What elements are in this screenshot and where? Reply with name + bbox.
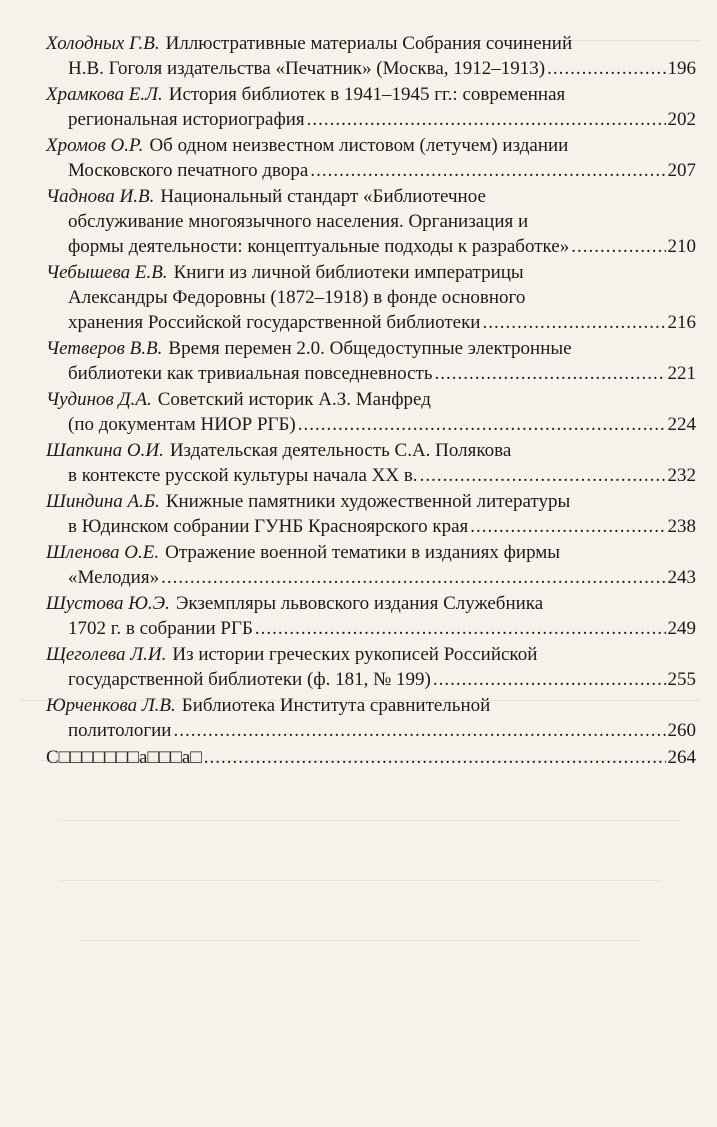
leader-dots [307,107,666,132]
entry-title-line: Экземпляры львовского издания Служебника [175,593,544,614]
entry-page-number: 238 [667,516,696,537]
toc-entry [46,336,696,386]
entry-title-line: в контексте русской культуры начала XX в. [68,465,418,486]
toc-entry [46,82,696,132]
entry-title-line: Из истории греческих рукописей Российской [172,644,538,665]
leader-dots [547,56,665,81]
entry-title-line: Иллюстративные материалы Собрания сочинений [165,33,573,54]
entry-title-line: 1702 г. в собрании РГБ [68,618,253,639]
entry-author: Храмкова Е.Л. [46,84,163,105]
toc-entry [46,260,696,335]
entry-author: Щеголева Л.И. [46,644,167,665]
final-entry-page-number: 264 [667,747,696,768]
entry-title-line: Александры Федоровны (1872–1918) в фонде основного [68,287,526,308]
entry-page-number: 249 [667,618,696,639]
leader-dots [310,158,665,183]
entry-page-number: 232 [667,465,696,486]
entry-title-line: Время перемен 2.0. Общедоступные электронные [168,338,572,359]
entry-page-number: 224 [667,414,696,435]
entry-author: Шустова Ю.Э. [46,593,170,614]
leader-dots [482,310,665,335]
leader-dots [571,234,665,259]
entry-title-line: Книжные памятники художественной литературы [165,491,571,512]
entry-author: Чаднова И.В. [46,186,155,207]
entry-title-line: государственной библиотеки (ф. 181, № 199) [68,669,431,690]
toc-entry [46,31,696,81]
entry-author: Четверов В.В. [46,338,163,359]
entry-title-line: политологии [68,720,172,741]
entry-page-number: 216 [667,312,696,333]
leader-dots [433,667,666,692]
entry-title-line: Издательская деятельность С.А. Полякова [169,440,512,461]
entry-title-line: Московского печатного двора [68,160,309,181]
entry-title-line: Национальный стандарт «Библиотечное [160,186,486,207]
toc-entry [46,133,696,183]
entry-page-number: 207 [667,160,696,181]
entry-page-number: 202 [667,109,696,130]
toc-entry [46,438,696,488]
entry-title-line: История библиотек в 1941–1945 гг.: современная [168,84,566,105]
entry-page-number: 255 [667,669,696,690]
entry-title-line: хранения Российской государственной библиотеки [68,312,481,333]
entry-page-number: 221 [667,363,696,384]
entry-title-line: (по документам НИОР РГБ) [68,414,296,435]
entry-author: Шленова О.Е. [46,542,160,563]
leader-dots [435,361,666,386]
entry-author: Холодных Г.В. [46,33,160,54]
leader-dots [161,565,665,590]
entry-author: Юрченкова Л.В. [46,695,176,716]
entry-title-line: Отражение военной тематики в изданиях фирмы [165,542,561,563]
toc-entry [46,184,696,259]
entry-author: Шиндина А.Б. [46,491,160,512]
leader-dots [298,412,666,437]
toc-entry-final [46,745,696,770]
leader-dots [470,514,665,539]
entry-title-line: «Мелодия» [68,567,160,588]
final-entry-title: С□□□□□□□а□□□а□ [46,747,202,768]
toc-entry [46,591,696,641]
entry-page-number: 210 [667,236,696,257]
entry-title-line: в Юдинском собрании ГУНБ Красноярского края [68,516,469,537]
entry-title-line: Н.В. Гоголя издательства «Печатник» (Москва, 1912–1913) [68,58,546,79]
entry-page-number: 260 [667,720,696,741]
entry-title-line: Об одном неизвестном листовом (летучем) издании [149,135,569,156]
toc-entry [46,387,696,437]
entry-title-line: формы деятельности: концептуальные подходы к разработке» [68,236,570,257]
toc-entry [46,693,696,743]
entry-author: Хромов О.Р. [46,135,144,156]
toc-entry [46,642,696,692]
entry-title-line: Библиотека Института сравнительной [181,695,491,716]
toc-entry [46,489,696,539]
leader-dots [420,463,666,488]
entry-title-line: региональная историография [68,109,305,130]
entry-title-line: Книги из личной библиотеки императрицы [173,262,524,283]
leader-dots [173,718,665,743]
toc-entry [46,540,696,590]
entry-author: Чудинов Д.А. [46,389,152,410]
entry-author: Шапкина О.И. [46,440,164,461]
leader-dots [204,745,666,770]
leader-dots [255,616,666,641]
entry-title-line: обслуживание многоязычного населения. Организация и [68,211,529,232]
entry-title-line: библиотеки как тривиальная повседневность [68,363,433,384]
table-of-contents [46,31,696,771]
entry-page-number: 243 [667,567,696,588]
entry-author: Чебышева Е.В. [46,262,168,283]
entry-title-line: Советский историк А.З. Манфред [157,389,431,410]
entry-page-number: 196 [667,58,696,79]
